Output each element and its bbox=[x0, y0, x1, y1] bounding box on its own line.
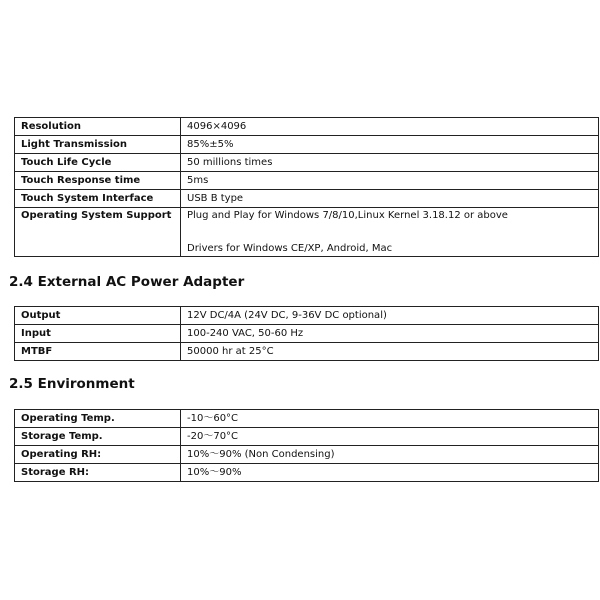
table-row bbox=[15, 118, 599, 136]
spec-key: Operating Temp. bbox=[15, 410, 181, 428]
touch-spec-table bbox=[14, 117, 599, 257]
table-row bbox=[15, 172, 599, 190]
spec-key: Touch System Interface bbox=[15, 190, 181, 208]
table-row bbox=[15, 190, 599, 208]
spec-value: USB B type bbox=[181, 190, 599, 208]
table-row bbox=[15, 325, 599, 343]
table-row bbox=[15, 464, 599, 482]
table-row bbox=[15, 208, 599, 257]
spec-key: Touch Response time bbox=[15, 172, 181, 190]
spec-value: 12V DC/4A (24V DC, 9-36V DC optional) bbox=[181, 307, 599, 325]
spec-key: Operating RH: bbox=[15, 446, 181, 464]
os-support-line-1: Plug and Play for Windows 7/8/10,Linux Kernel 3.18.12 or above bbox=[187, 210, 508, 221]
table-row bbox=[15, 343, 599, 361]
spec-value: -20～70°C bbox=[181, 428, 599, 446]
spec-key: Storage Temp. bbox=[15, 428, 181, 446]
spec-value: 100-240 VAC, 50-60 Hz bbox=[181, 325, 599, 343]
spec-value: 50000 hr at 25°C bbox=[181, 343, 599, 361]
table-row bbox=[15, 428, 599, 446]
spec-value bbox=[181, 208, 599, 257]
table-row bbox=[15, 410, 599, 428]
spec-value: 10%～90% bbox=[181, 464, 599, 482]
spec-value: -10～60°C bbox=[181, 410, 599, 428]
spec-key: Operating System Support bbox=[15, 208, 181, 257]
table-row bbox=[15, 446, 599, 464]
spec-value: 4096×4096 bbox=[181, 118, 599, 136]
environment-table bbox=[14, 409, 599, 482]
table-row bbox=[15, 136, 599, 154]
spec-value: 50 millions times bbox=[181, 154, 599, 172]
table-row bbox=[15, 307, 599, 325]
spec-key: Output bbox=[15, 307, 181, 325]
spec-key: Storage RH: bbox=[15, 464, 181, 482]
spec-key: Touch Life Cycle bbox=[15, 154, 181, 172]
spec-key: MTBF bbox=[15, 343, 181, 361]
section-heading-power-adapter: 2.4 External AC Power Adapter bbox=[9, 274, 245, 290]
spec-key: Light Transmission bbox=[15, 136, 181, 154]
section-heading-environment: 2.5 Environment bbox=[9, 376, 135, 392]
spec-value: 10%～90% (Non Condensing) bbox=[181, 446, 599, 464]
power-adapter-table bbox=[14, 306, 599, 361]
spec-key: Resolution bbox=[15, 118, 181, 136]
spec-key: Input bbox=[15, 325, 181, 343]
table-row bbox=[15, 154, 599, 172]
spec-value: 85%±5% bbox=[181, 136, 599, 154]
os-support-line-2: Drivers for Windows CE/XP, Android, Mac bbox=[187, 243, 393, 254]
spec-value: 5ms bbox=[181, 172, 599, 190]
